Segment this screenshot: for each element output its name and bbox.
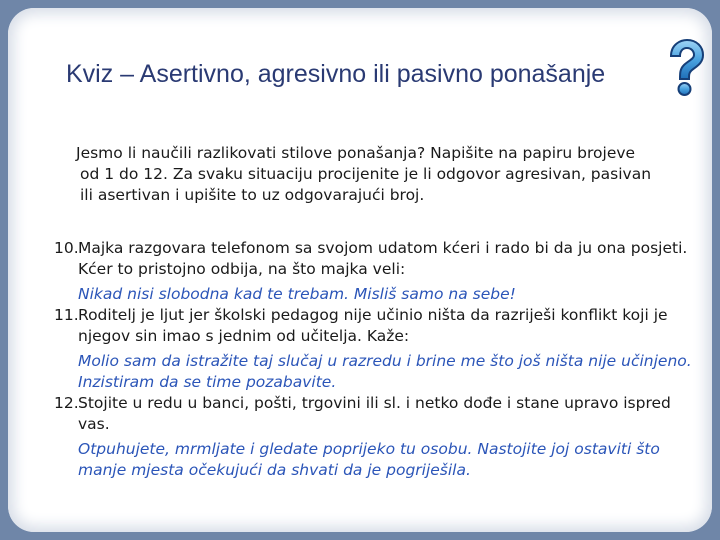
item-number: 11. [54,306,79,324]
quiz-item [54,393,694,481]
question-mark-icon [663,38,707,98]
quiz-item [54,305,694,393]
instructions-line: ili asertivan i upišite to uz odgovarajući broj. [80,186,425,204]
item-question: Roditelj je ljut jer školski pedagog nije učinio ništa da razriješi konflikt koji je njegov sin imao s jednim od učitelja. Kaže: [78,306,668,345]
item-answer: Otpuhujete, mrmljate i gledate poprijeko tu osobu. Nastojite joj ostaviti što manje mjesta očekujući da shvati da je pogriješila. [78,440,660,479]
instructions-line: od 1 do 12. Za svaku situaciju procijenite je li odgovor agresivan, pasivan [80,165,652,183]
slide [8,8,712,532]
slide-title: Kviz – Asertivno, agresivno ili pasivno ponašanje [66,60,606,88]
instructions [74,143,694,206]
instructions-line: Jesmo li naučili razlikovati stilove ponašanja? Napišite na papiru brojeve [76,144,636,162]
quiz-items [54,238,694,481]
quiz-item [54,238,694,305]
item-number: 10. [54,239,79,257]
item-answer: Molio sam da istražite taj slučaj u razredu i brine me što još ništa nije učinjeno. Inzistiram da se time pozabavite. [78,352,692,391]
item-question: Stojite u redu u banci, pošti, trgovini ili sl. i netko dođe i stane upravo ispred vas. [78,394,671,433]
item-number: 12. [54,394,79,412]
item-question: Majka razgovara telefonom sa svojom udatom kćeri i rado bi da ju ona posjeti. Kćer to pristojno odbija, na što majka veli: [78,239,688,278]
item-answer: Nikad nisi slobodna kad te trebam. Misliš samo na sebe! [78,285,516,303]
